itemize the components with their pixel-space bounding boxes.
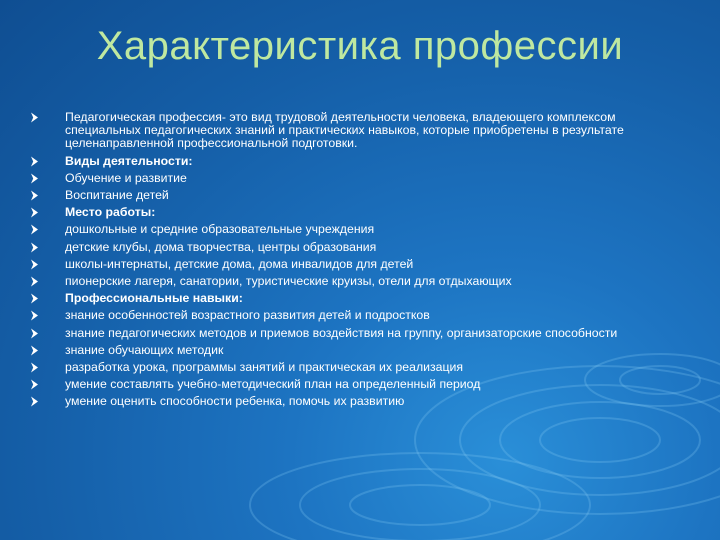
section-heading-item — [30, 206, 630, 219]
arrowhead-bullet-icon — [30, 241, 39, 254]
section-heading-item — [30, 292, 630, 305]
list-item-text: Профессиональные навыки: — [65, 291, 243, 306]
list-item — [30, 378, 630, 391]
list-item — [30, 327, 630, 340]
list-item-text: умение оценить способности ребенка, помочь их развитию — [65, 394, 405, 409]
list-item — [30, 309, 630, 322]
list-item — [30, 223, 630, 236]
arrowhead-bullet-icon — [30, 223, 39, 236]
arrowhead-bullet-icon — [30, 327, 39, 340]
arrowhead-bullet-icon — [30, 155, 39, 168]
list-item-text: Обучение и развитие — [65, 170, 187, 185]
arrowhead-bullet-icon — [30, 344, 39, 357]
arrowhead-bullet-icon — [30, 111, 39, 124]
section-heading-item — [30, 155, 630, 168]
list-item-text: Место работы: — [65, 205, 156, 220]
list-item-text: умение составлять учебно-методический план на определенный период — [65, 377, 481, 392]
list-item-text: знание обучающих методик — [65, 342, 224, 357]
arrowhead-bullet-icon — [30, 309, 39, 322]
arrowhead-bullet-icon — [30, 258, 39, 271]
list-item-text: дошкольные и средние образовательные учреждения — [65, 222, 375, 237]
list-item-text: Воспитание детей — [65, 188, 169, 203]
bullet-list — [30, 111, 630, 413]
list-item — [30, 395, 630, 408]
list-item — [30, 172, 630, 185]
arrowhead-bullet-icon — [30, 292, 39, 305]
list-item-text: школы-интернаты, детские дома, дома инвалидов для детей — [65, 256, 414, 271]
arrowhead-bullet-icon — [30, 378, 39, 391]
list-item — [30, 111, 630, 151]
list-item-text: Виды деятельности: — [65, 153, 193, 168]
arrowhead-bullet-icon — [30, 206, 39, 219]
arrowhead-bullet-icon — [30, 395, 39, 408]
list-item — [30, 275, 630, 288]
slide-title: Характеристика профессии — [96, 24, 624, 68]
list-item-text: разработка урока, программы занятий и практическая их реализация — [65, 360, 464, 375]
arrowhead-bullet-icon — [30, 172, 39, 185]
arrowhead-bullet-icon — [30, 275, 39, 288]
list-item-text: Педагогическая профессия- это вид трудовой деятельности человека, владеющего комплексом специальных педагогических знаний и практических навыков, которые приобретены в результате целенаправленной профессиональной подготовки. — [65, 110, 624, 151]
list-item-text: знание педагогических методов и приемов воздействия на группу, организаторские способности — [65, 325, 618, 340]
list-item — [30, 344, 630, 357]
list-item — [30, 189, 630, 202]
list-item-text: пионерские лагеря, санатории, туристические круизы, отели для отдыхающих — [65, 274, 512, 289]
list-item — [30, 241, 630, 254]
list-item — [30, 258, 630, 271]
list-item-text: детские клубы, дома творчества, центры образования — [65, 239, 377, 254]
arrowhead-bullet-icon — [30, 361, 39, 374]
list-item — [30, 361, 630, 374]
arrowhead-bullet-icon — [30, 189, 39, 202]
list-item-text: знание особенностей возрастного развития детей и подростков — [65, 308, 430, 323]
